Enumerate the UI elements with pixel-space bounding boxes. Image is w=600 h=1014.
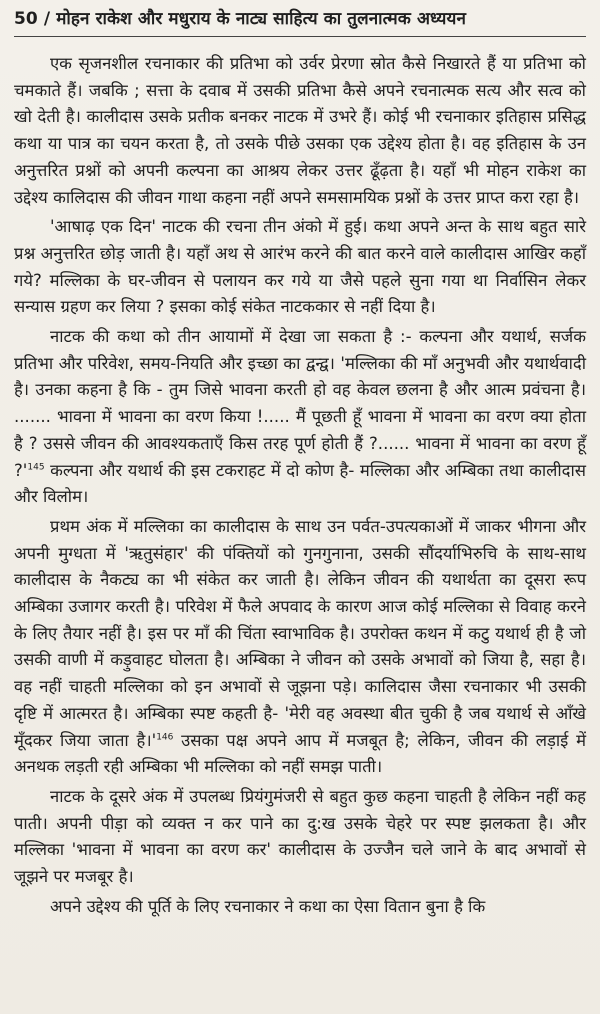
footnote-marker-146: 146	[156, 732, 174, 743]
paragraph-text-continued: उसका पक्ष अपने आप में मजबूत है; लेकिन, जीवन की लड़ाई में अनथक लड़ती रही अम्बिका भी मल्लिका को नहीं समझ पाती।	[14, 730, 586, 777]
header-separator: /	[37, 9, 57, 29]
paragraph-6	[14, 894, 586, 921]
running-header	[14, 8, 586, 37]
paragraph-text: नाटक की कथा को तीन आयामों में देखा जा सकता है :- कल्पना और यथार्थ, सर्जक प्रतिभा और परिवेश, समय-नियति और इच्छा का द्वन्द्व। 'मल्लिका की माँ अनुभवी और यथार्थवादी है। उनका कहना है कि - तुम जिसे भावना करती हो वह केवल छलना है और आत्म प्रवंचना है। ....... भावना में भावना का वरण किया !..... मैं पूछती हूँ भावना में भावना का वरण क्या होता है ? उससे जीवन की आवश्यकताएँ किस तरह पूर्ण होती हैं ?...... भावना में भावना का वरण हूँ ?'	[14, 327, 586, 480]
paragraph-2	[14, 214, 586, 321]
paragraph-text: नाटक के दूसरे अंक में उपलब्ध प्रियंगुमंजरी से बहुत कुछ कहना चाहती है लेकिन नहीं कह पाती। अपनी पीड़ा को व्यक्त न कर पाने का दु:ख उसके चेहरे पर स्पष्ट झलकता है। और मल्लिका 'भावना में भावना का वरण कर' कालीदास के उज्जैन चले जाने के बाद अभावों से जूझने पर मजबूर है।	[14, 786, 586, 887]
paragraph-5	[14, 784, 586, 891]
paragraph-text: प्रथम अंक में मल्लिका का कालीदास के साथ उन पर्वत-उपत्यकाओं में जाकर भीगना और अपनी मुग्धता में 'ऋतुसंहार' की पंक्तियों को गुनगुनाना, उसकी सौंदर्याभिरुचि के साथ-साथ कालीदास के नैकट्य का भी संकेत कर जाती है। लेकिन जीवन की यथार्थता का दूसरा रूप अम्बिका उजागर करती है। परिवेश में फैले अपवाद के कारण आज कोई मल्लिका से विवाह करने के लिए तैयार नहीं है। इस पर माँ की चिंता स्वाभाविक है। उपरोक्त कथन में कटु यथार्थ ही है जो उसकी वाणी में कड़ुवाहट घोलता है। अम्बिका ने जीवन को उसके अभावों को जिया है, सहा है। वह नहीं चाहती मल्लिका को इन अभावों से जूझना पड़े। कालिदास जैसा रचनाकार भी उसकी दृष्टि में आत्मरत है। अम्बिका स्पष्ट कहती है- 'मेरी वह अवस्था बीत चुकी है जब यथार्थ से आँखे मूँदकर जिया जाता है।'	[14, 516, 586, 750]
paragraph-text: 'आषाढ़ एक दिन' नाटक की रचना तीन अंको में हुई। कथा अपने अन्त के साथ बहुत सारे प्रश्न अनुत्तरित छोड़ जाती है। यहाँ अथ से आरंभ करने की बात करने वाले कालीदास आखिर कहाँ गये? मल्लिका के घर-जीवन से पलायन कर गये या जैसे पहले सुना गया था निर्वासिन लेकर सन्यास ग्रहण कर लिया ? इसका कोई संकेत नाटककार से नहीं दिया है।	[14, 217, 586, 317]
paragraph-text: अपने उद्देश्य की पूर्ति के लिए रचनाकार ने कथा का ऐसा वितान बुना है कि	[50, 896, 486, 916]
paragraph-4	[14, 514, 586, 781]
paragraph-text-continued: कल्पना और यथार्थ की इस टकराहट में दो कोण है- मल्लिका और अम्बिका तथा कालीदास और विलोम।	[14, 460, 586, 507]
page-number: 50	[14, 9, 38, 29]
footnote-marker-145: 145	[27, 462, 45, 473]
paragraph-1	[14, 51, 586, 211]
paragraph-3	[14, 324, 586, 511]
paragraph-text: एक सृजनशील रचनाकार की प्रतिभा को उर्वर प्रेरणा स्रोत कैसे निखारते हैं या प्रतिभा को चमकाते हैं। जबकि ; सत्ता के दवाब में उसकी प्रतिभा कैसे अपने रचनात्मक सत्य और सत्व को खो देती है। कालीदास उसके प्रतीक बनकर नाटक में उभरे हैं। कोई भी रचनाकार इतिहास प्रसिद्ध कथा या पात्र का चयन करता है, तो उसके पीछे उसका एक उद्देश्य होता है। वह इतिहास के उन अनुत्तरित प्रश्नों को अपनी कल्पना का आश्रय लेकर उत्तर ढूँढ़ता है। यहाँ भी मोहन राकेश का उद्देश्य कालिदास की जीवन गाथा कहना नहीं अपने समसामयिक प्रश्नों के उत्तर प्राप्त करा रहा है।	[14, 54, 586, 207]
running-title: मोहन राकेश और मधुराय के नाट्य साहित्य का तुलनात्मक अध्ययन	[56, 9, 466, 29]
page-body	[14, 51, 586, 921]
